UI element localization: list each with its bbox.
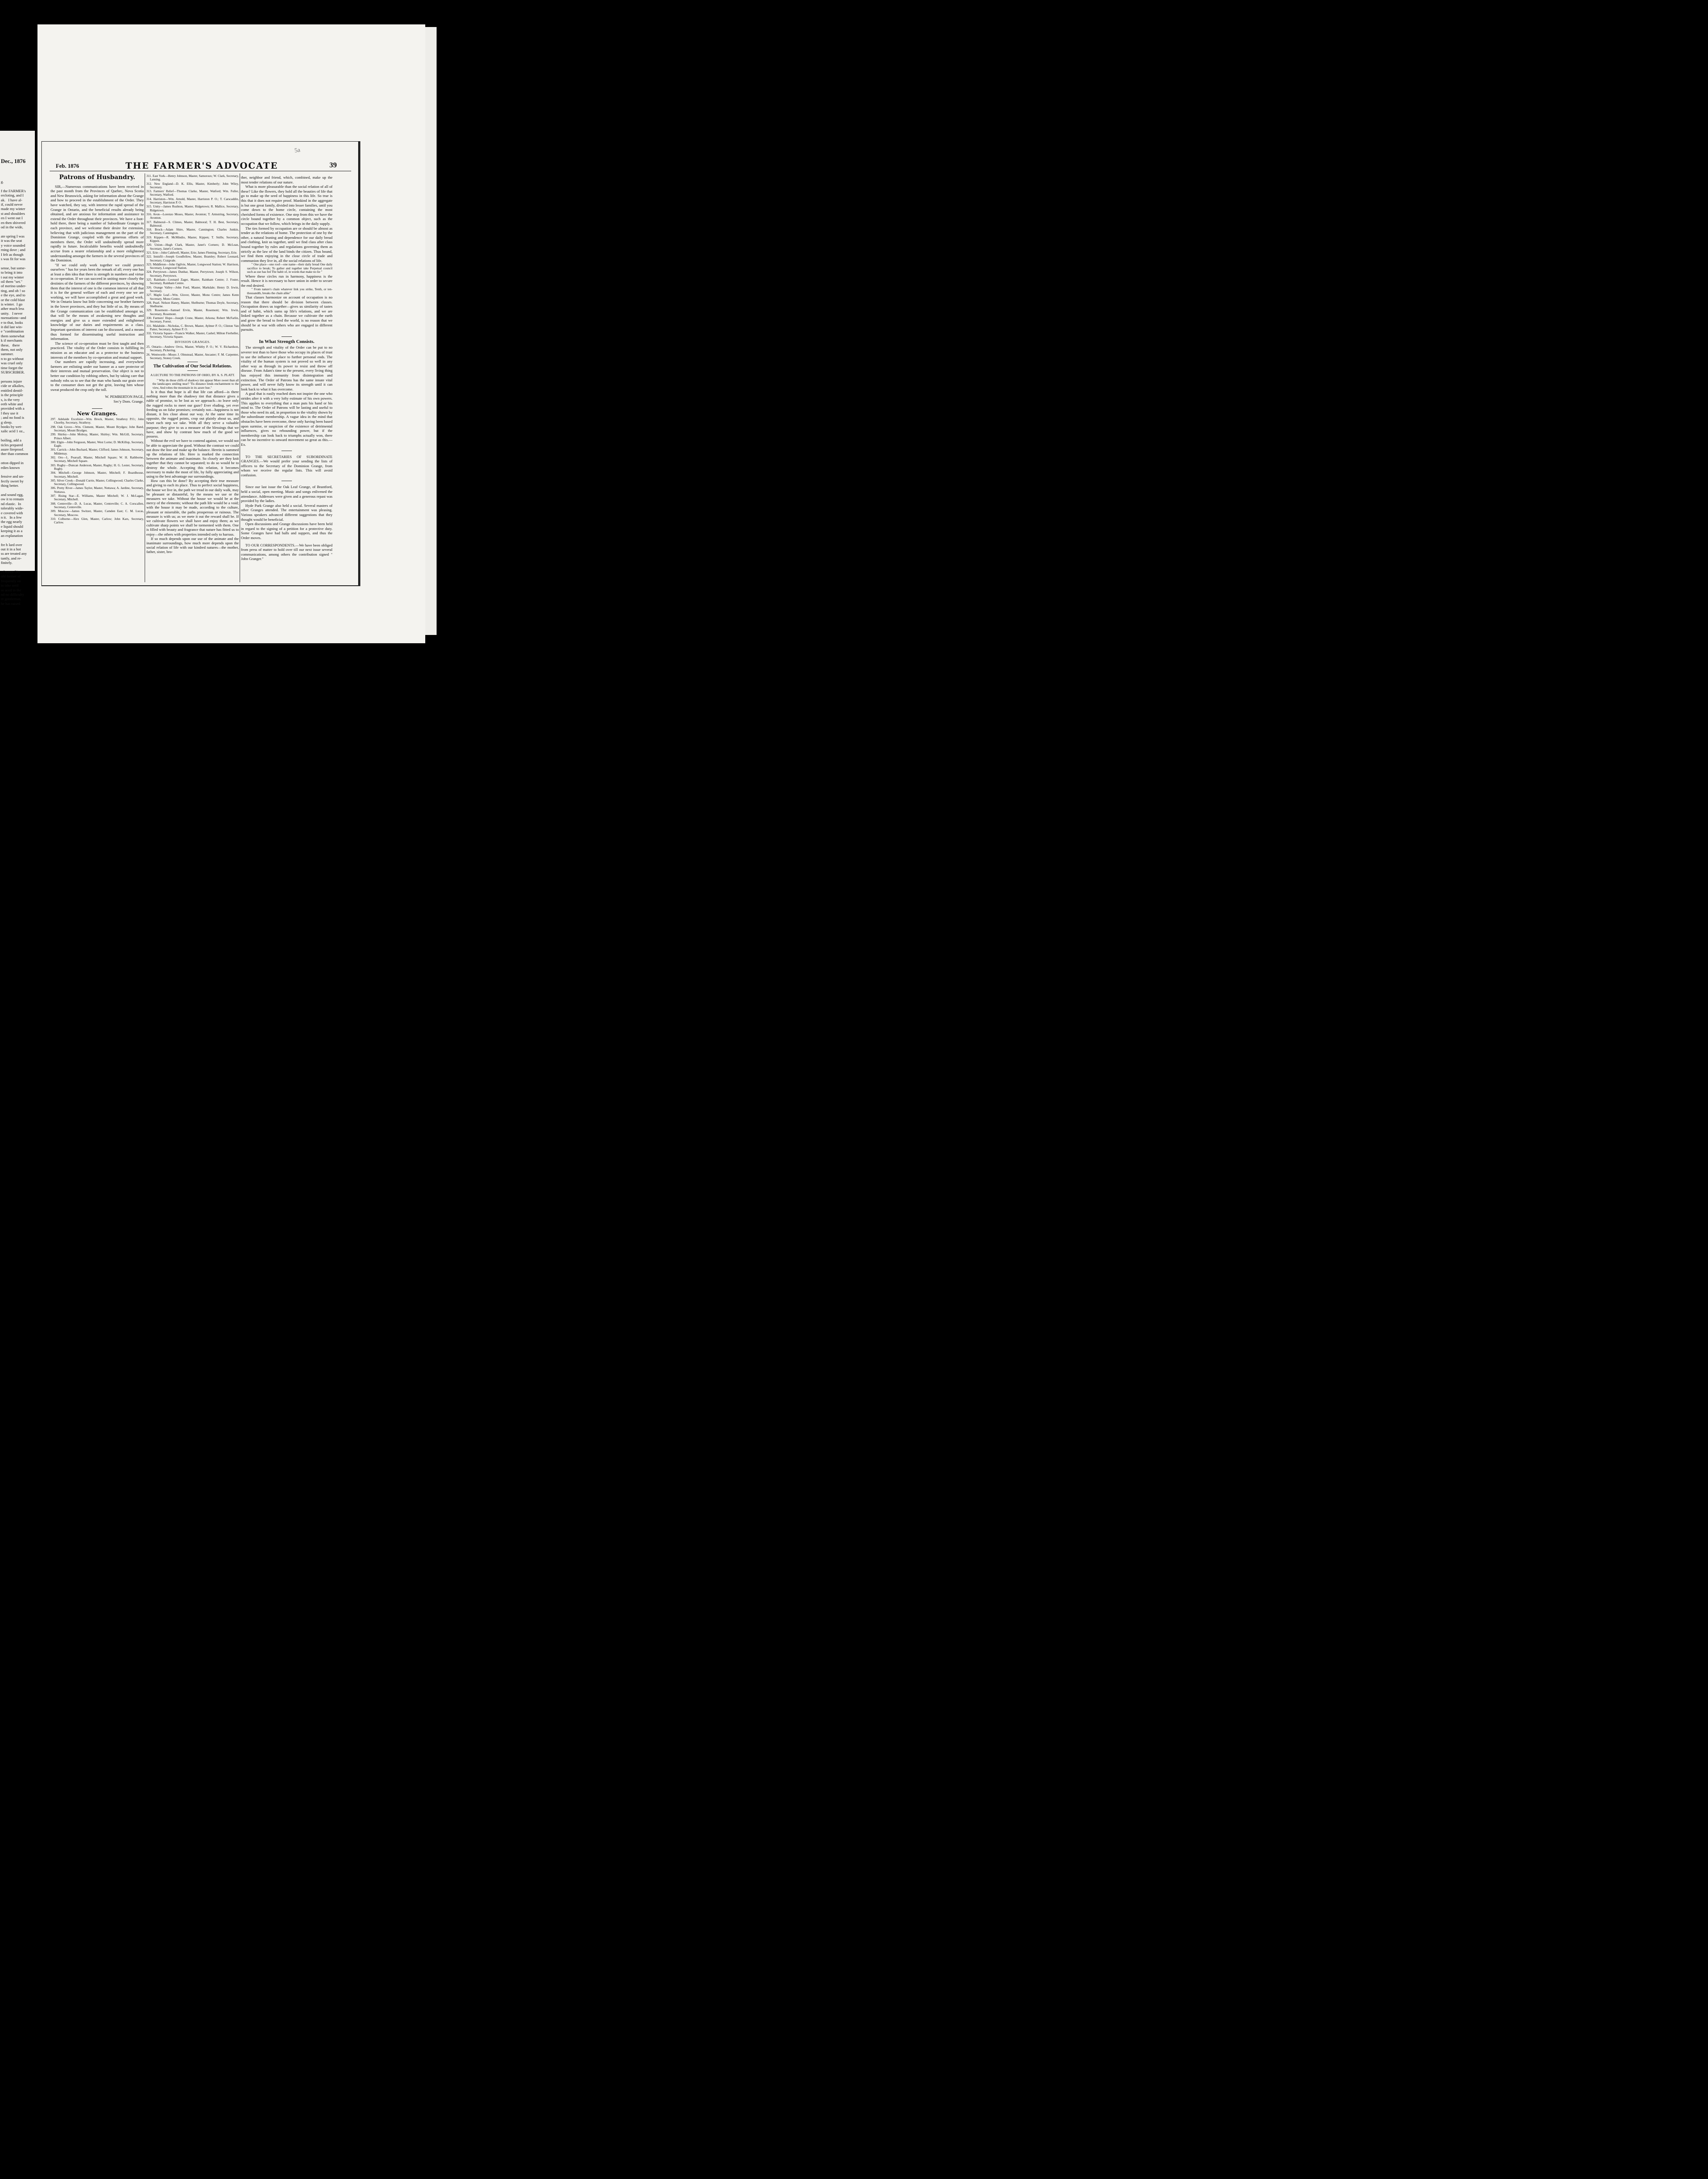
grange-entry: 331. Malahide—Nicholas, C. Brown, Master, Aylmer P. O.; Clinton Van Patter, Secretary, Aylmer P. O. bbox=[146, 324, 239, 331]
grange-entry: 313. Farmers' Relief—Thomas Clarke, Master, Watford; Wm. Fuller, Secretary, Watford. bbox=[146, 190, 239, 197]
paragraph: SIR,—Numerous communications have been received in the past month from the Provinces of Quebec, Nova Scotia and New Brunswick, asking for information about the Grange and how to proceed in the establishment of the Order. They have watched, they say, with interest the rapid spread of the Grange in Ontario, and the beneficial results already being obtained, and are anxious for information and assistance to extend the Order throughout their provinces. We have a foot-hold there, there being a number of Subordinate Granges in each province, and we welcome their desire for extension, believing that with judicious management on the part of the Dominion Grange, coupled with the generous efforts of members there, the Order will undoubtedly spread more rapidly in future. Incalculable benefits would undoubtedly accrue from a nearer relationship and a more enlightened understanding amongst the farmers in the several provinces of the Dominion. bbox=[51, 184, 144, 263]
previous-page-text: g. f the FARMER's ercloting, and I ak. I have al- if, could never made my winter st and shoulders en I went out I en then shivered od in the wide, ate spring I was it was the seat y voice sounded rning dove ; and I felt as though s was fit for was sense, but some- to bring it into t out my winter oil them "set." of merino under- ting, and oh ! so e the eye, and to or the cold blast is winter. I go ather much less unity. I never nsensations--and e to that, looks it did last win- e "combination them somewhat k if merchants these, there them, not only summer. n to go without was cruel only time forget the SUBSCRIBER. persons injure cide or alkalies, entitled dentif- is the principle s, is the very eeth white and provided with a l they use it ; and no food is g sleep. books by wet- xalic acid 1 oz., boiling, add a ticles prepared asure fireproof. ther than common otton dipped in edies known fensive and un- fectly sweet by thing better. and sound egg, ow it to remain nd elastic. In tolerably wide- e covered with n it. In a few the egg nearly e liquid should keeping it as a an explanation fre h lard over out it in a hot ss are treated any tantly, and re- finitely. , Ottawa Dis- old farmer of frequently on to take until se aced in the nd no difficulty er gentleman, he has raised bbox=[1, 180, 28, 606]
grange-entry: 306. Pretty River—James Taylor, Master, Nottawa; A. Jardine, Secretary, Nottawa. bbox=[51, 486, 144, 494]
paragraph: "If we could only work together we could protect ourselves " has for years been the remark of all; every one has at least a dim idea that there is strength in numbers and virtue in co-operation. If we can succeed in uniting more closely the destinies of the farmers of the different provinces, by showing them that the interest of one is the common interest of all that it is for the general welfare of each and every one we are working, we will have accomplished a great and good work. We in Ontario know but little concerning our brother farmers in the lower provinces, and they but little of us. By means of the Grange communication can be established amongst us, that will be the means of awakening new thoughts and energies and give us a more extended and enlightened knowledge of our duties and requirements as a class. Important questions of interest can be discussed, and a means thus formed for disseminating useful instruction and information. bbox=[51, 262, 144, 341]
article-heading: The Cultivation of Our Social Relations. bbox=[153, 364, 232, 369]
grange-entry: 326. Orange Valley—John Ford, Master, Markdale; Henry D. Irwin, Secretary. bbox=[146, 285, 239, 293]
notice-lead: TO OUR CORRESPONDENTS. bbox=[245, 543, 295, 547]
division-grange-list bbox=[146, 345, 239, 360]
notice-text: —We would prefer your sending the lists of officers to the Secretary of the Dominion Grange, from whom we receive the regular lists. This will avoid confusion. bbox=[241, 459, 332, 477]
grange-entry: 307. Rising Star—E. Williams, Master Mitchell; W. J. McLagan, Secretary, Mitchell. bbox=[51, 494, 144, 502]
grange-entry: 303. Rugby—Duncan Anderson, Master, Rugby; H. G. Lester, Secretary, Rugby. bbox=[51, 463, 144, 471]
grange-entry: 325. Rainham—Leonard Zager, Master, Rainham Centre; J. Foster, Secretary, Rainham Centre. bbox=[146, 278, 239, 285]
grange-entry: 300. Elgin—John Ferguson, Master, West Lorne; D. McKillop, Secretary, Eagle. bbox=[51, 440, 144, 448]
column-2 bbox=[146, 174, 239, 554]
paragraph: Since our last issue the Oak Leaf Grange, of Brantford, held a social, open meeting. Music and songs enlivened the attendance. Addresses were given and a generous repast was provided by the ladies. bbox=[241, 485, 332, 503]
byline: A LECTURE TO THE PATRONS OF OHIO, BY A. S. PLATT. bbox=[150, 373, 235, 377]
grange-entry: 299. Shirley—John Mobray, Master, Shirley; Wm. McGill, Secretary, Prince Albert. bbox=[51, 433, 144, 440]
paragraph: The science of co-operation must be first taught and then practiced. The vitality of the Order consists in fulfilling its mission as an educator and as a protector to the business interests of the members by co-operation and mutual support. bbox=[51, 341, 144, 360]
paragraph: Is it thus that hope is all that life can afford—is there nothing more than the shadowy tint that distance gives a ruble of promise, to be lost as we approach—to leave only the rugged rocks to meet our gaze? Ever eluding, yet ever feeding us on false promises; certainly not—happiness is not distant, it lies close about our way. At the same time its opposite, the rugged points, crop out plainly about us, and beset each step we take. With all they serve a valuable purpose; they give to us a measure of the blessings that we have, and show by contrast how much of the good we possess. bbox=[146, 390, 239, 439]
grange-entry: 314. Harriston—Wm. Arnold, Master, Harriston P. O.; T. Carscaddin, Secretary, Harriston P. O. bbox=[146, 197, 239, 205]
grange-entry: 321. Erie—John Caldwell, Master, Erie; James Fleming, Secretary, Erie. bbox=[146, 251, 237, 255]
grange-entry: 328. Pearl. Nelson Haney, Master, Shelburne; Thomas Doyle, Secretary, Shelburne. bbox=[146, 301, 239, 309]
grange-list bbox=[51, 417, 144, 524]
verse-quote: " One place—one roof—one name—their daily bread One daily sacrifice to break; To gather and together take Perpetual council such as use has fed The habit of, in words that make no lie " bbox=[247, 263, 332, 274]
column-1 bbox=[51, 174, 144, 525]
paragraph: Where these circles run in harmony, happiness is the result. Hence it is necessary to have union in order to secure the end desired. bbox=[241, 274, 332, 288]
notice-lead: TO THE SECRETARIES OF SUBORDINATE GRANGES. bbox=[241, 454, 332, 464]
page-number: 39 bbox=[329, 161, 337, 169]
grange-entry: 323. Middleton—John Ogilvie, Master, Longwood Station; W. Harrison, Secretary, Longwood Station. bbox=[146, 262, 239, 270]
verse-quote: " From nature's chain whatever link you strike, Tenth, or ten-thousandth, breaks the chain alike" bbox=[247, 288, 332, 295]
grange-entry: 332. Victoria Square—Francis Walker, Master, Cashel; Milton Fierheller, Secretary, Victoria Square. bbox=[146, 332, 239, 339]
grange-entry: 322. Innisfil—Joseph Goodfellow, Master, Bramley; Robert Leonard, Secretary, Craigvale. bbox=[146, 255, 239, 262]
section-rule bbox=[281, 336, 292, 337]
grange-entry: 318. Brock—Adam Shire, Master, Cannington; Charles Junkin, Secretary, Cannington. bbox=[146, 228, 239, 235]
grange-entry: 329. Rosemont—Samuel Ervin, Master, Rosemont; Wm. Irwin, Secretary, Rosemont. bbox=[146, 309, 239, 316]
previous-page-fragment bbox=[0, 131, 35, 606]
section-rule bbox=[92, 408, 102, 409]
grange-entry: 308. Centreville—D. A. Lucas, Master, Centreville; C. A. Corscallen, Secretary, Centreville. bbox=[51, 502, 144, 509]
grange-entry: 311. East York—Henry Johnson, Master, Samoroux; W. Clark, Secretary, Lansing. bbox=[146, 174, 239, 182]
paragraph: Without the evil we have to contend against, we would not be able to appreciate the good. Without the contrast we could not draw the line and make up the balance. Herein is summed up the relations of life. Here is marked the connection between the animate and inanimate. So closely are they knit together that they cannot be separated; to do so would be to destroy the whole. Accepting this relation, it becomes necessary to make the most of life, by fully appreciating and using to the best advantage our surroundings. bbox=[146, 438, 239, 479]
grange-entry: 316. Avon—Lorenzo Moses, Master, Avonton; T. Armstring, Secretary, Avonton. bbox=[146, 212, 239, 220]
grange-entry: 309. Moscow—James Switzer, Master, Camden East; C. M. Lucas, Secretary, Moscow. bbox=[51, 509, 144, 517]
grange-entry: 310. Colborne—Alex Glen, Master, Carlow; John Kars, Secretary, Carlow. bbox=[51, 517, 144, 525]
grange-entry: 301. Carrick—John Buchard, Master, Clifford; James Johnson, Secretary, Mildemay. bbox=[51, 448, 144, 455]
paragraph: Open discussions and Grange discussions have been held in regard to the signing of a petition for a protective duty. Some Granges have had balls and suppers, and thus the Order moves. bbox=[241, 522, 332, 540]
section-subheading: DIVISION GRANGES. bbox=[175, 339, 210, 344]
paragraph: What is more pleasurable than the social relation of all of these? Like the flowers, they hold all the beauties of life that go to make up the seed of happiness in this life. So true is this that it does not require proof. Mankind in the aggregate is but one great family, divided into lesser families, until you come down to the home circle, containing the most cherished forms of existence. One step from this we have the circle bound together by a common object, such as the occupation that we follow, which brings in the daily supply. bbox=[241, 184, 332, 226]
grange-entry: 317. Balmoral—S. Climes, Master, Balmoral; T. H. Best, Secretary, Balmoral. bbox=[146, 220, 239, 227]
paragraph: The ties formed by occupation are or should be almost as tender as the relations of home. The protection of one by the other, a natural leaning and dependence for our daily bread and clothing, knit us together, until we find class after class bound together by rules and regulations governing them as strictly as the law of the land binds the citizen. Thus bound, we find them enjoying in the close circle of trade and communion they live in, all the social relations of life. bbox=[241, 226, 332, 263]
paragraph: If so much depends upon our use of the animate and the inanimate surroundings, how much more depends upon the social relation of life with our kindred natures—the mother, father, sister, bro- bbox=[146, 536, 239, 554]
signature-name: W. PEMBERTON PAGE, bbox=[105, 394, 144, 399]
grange-entry: 305. Silver Creek—Donald Currie, Master, Collingwood; Charles Clarke, Secretary, Collingwood. bbox=[51, 479, 144, 486]
issue-date: Feb. 1876 bbox=[56, 163, 79, 169]
grange-entry: 319. Kippen—R. McMindio, Master, Kippen; T. Snille, Secretary, Kippen. bbox=[146, 235, 239, 243]
page-stamp: 5a bbox=[294, 147, 301, 154]
notice-text: —We have been obliged from press of matter to hold over till our next issue several communications, among others the contribution signed " John Granger." bbox=[241, 543, 333, 561]
grange-entry: 298. Oak Grove—Wm. Clement, Master, Mount Brydges; John Band, Secretary, Mount Brydges. bbox=[51, 425, 144, 432]
grange-entry: 304. Mitchell—George Johnson, Master, Mitchell; F. Boardhouse, Secretary, Mitchell. bbox=[51, 471, 144, 479]
notice-paragraph bbox=[241, 543, 332, 561]
signature-title: Sec'y Dom. Grange. bbox=[113, 399, 144, 404]
article-heading: In What Strength Consists. bbox=[259, 339, 315, 344]
division-grange-entry: 25. Ontario—Andrew Orvis, Master, Whitby P. O.; W. V. Richardson, Secretary, Pickering. bbox=[146, 345, 239, 353]
grange-entry: 315. Unity—James Rushton, Master, Ridgetown; R. Mallice, Secretary, Ridgetown. bbox=[146, 205, 239, 212]
paragraph: Hyde Park Grange also held a social. Several masters of other Granges attended. The entertainment was pleasing. Various speakers advanced different suggestions that they thought would be beneficial. bbox=[241, 503, 332, 522]
next-page-edge bbox=[425, 27, 437, 635]
grange-entry: 324. Perrytown—James Dunbar, Master, Perrytown; Joseph S. Wilson, Secretary, Perrytown. bbox=[146, 270, 239, 278]
grange-entry: 327. Maple Leaf—Wm. Glover, Master, Mono Centre; James Kenn Secretary, Mono Centre. bbox=[146, 293, 239, 301]
division-grange-entry: 26. Wentworth—Moses J. Olmstead, Master, Ancaster; F. M. Carpenter, Secretary, Stoney Creek. bbox=[146, 353, 239, 360]
masthead-title: THE FARMER'S ADVOCATE bbox=[125, 160, 278, 171]
previous-page-date: Dec., 1876 bbox=[1, 158, 26, 164]
section-rule bbox=[187, 370, 198, 371]
grange-entry: 302. Oro—L. Pearsall, Master, Mitchell Square; W. H. Rathborne, Secretary, Mitchell Square. bbox=[51, 456, 144, 463]
paragraph: That classes harmonize on account of occupation is no reason that there should be division between classes. Occupation draws us together—gives us similarity of tastes and of habit, which sums up life's relations, and we are linked together as a chain. Because we cultivate the earth and grow the bread to feed the world, is no reason that we should be at war with others who are engaged in different pursuits. bbox=[241, 295, 332, 332]
grange-entry: 330. Farmers' Hope—Joseph Crone, Master, Arkona; Robert McFarlin, Secretary, Forest. bbox=[146, 316, 239, 324]
paragraph: The strength and vitality of the Order can be put to no severer test than to have those who occupy its places of trust to use the influence of place to further personal ends. The vitality of the human system is not proved so well in any other way as through its power to resist and throw off disease. From Adam's time to the present, every living thing has enjoyed this immunity from disintegration and extinction. The Order of Patrons has the same innate vital power, and will never fully know its strength until it can look back to what it has overcome. bbox=[241, 345, 332, 391]
article-heading: Patrons of Husbandry. bbox=[59, 174, 136, 181]
grange-list bbox=[146, 174, 239, 339]
paragraph: How can this be done? By accepting their true measure and giving to each its place. Thus to perfect social happiness, the house we live in, the path we tread in our daily walk, may be pleasant or distasteful, by the means we use or the measures we take. Without the house we would be at the mercy of the elements; without the path life would be a void; with the house it may be made, according to the culture, pleasant or miserable, the paths prosperous or ruinous. The measure is with us; as we mete it out the reward shall be. If we cultivate flowers we shall have and enjoy them; as we cultivate sharp points we shall be tormented with them. One is filled with beauty and fragrance that nature has fitted us to enjoy—the others with properties intended only to harrass. bbox=[146, 479, 239, 536]
verse-quote: " Why do those cliffs of shadowy tint appear More sweet than all the landscapes smiling near? 'Tis distance lends enchantment to the view, And robes the mountain in its azure hue." bbox=[152, 378, 239, 390]
column-3 bbox=[241, 175, 332, 561]
paragraph: A goal that is easily reached does not inspire the one who strides after it with a very lofty estimate of his own powers. This applies to everything that a man puts his hand or his mind to. The Order of Patrons will be lasting and useful to those who need its aid, in proportion to the vitality shown by the subordinate membership. A vague idea in the mind that obstacles have been overcome, these only having been based upon surmise, or suspicion of the existence of detrimental influences, gives no rebounding power, but if the membership can look back to triumphs actually won, there can be no incentive to onward movement so great as this.—Ex. bbox=[241, 391, 332, 447]
grange-entry: 320. Union—Hugh Clark, Master, Janet's Corners; D. McLean, Secretary, Janet's Corners. bbox=[146, 243, 239, 251]
paragraph: Our numbers are rapidly increasing, and everywhere farmers are enlisting under our banner as a sure protector of their interests and mutual preservation. Our object is not to better our condition by robbing others, but by taking care that nobody robs us to see that the man who hands our grain over to the consumer does not get the grist, leaving him whose sweat produced the crop only the toll. bbox=[51, 360, 144, 392]
grange-entry: 312. New England—D. K. Ellis, Master, Kimberly; John Wiley, Secretary. bbox=[146, 182, 239, 189]
section-heading: New Granges. bbox=[77, 410, 118, 417]
grange-entry: 297. Adelaide Excelsior—Wm. Brock, Master, Strathroy P.O.; John Chorthy, Secretary, Strathroy. bbox=[51, 417, 144, 425]
notice-paragraph bbox=[241, 455, 332, 478]
paragraph: ther, neighbor and friend, which, combined, make up the most tender relations of our nature. bbox=[241, 175, 332, 184]
